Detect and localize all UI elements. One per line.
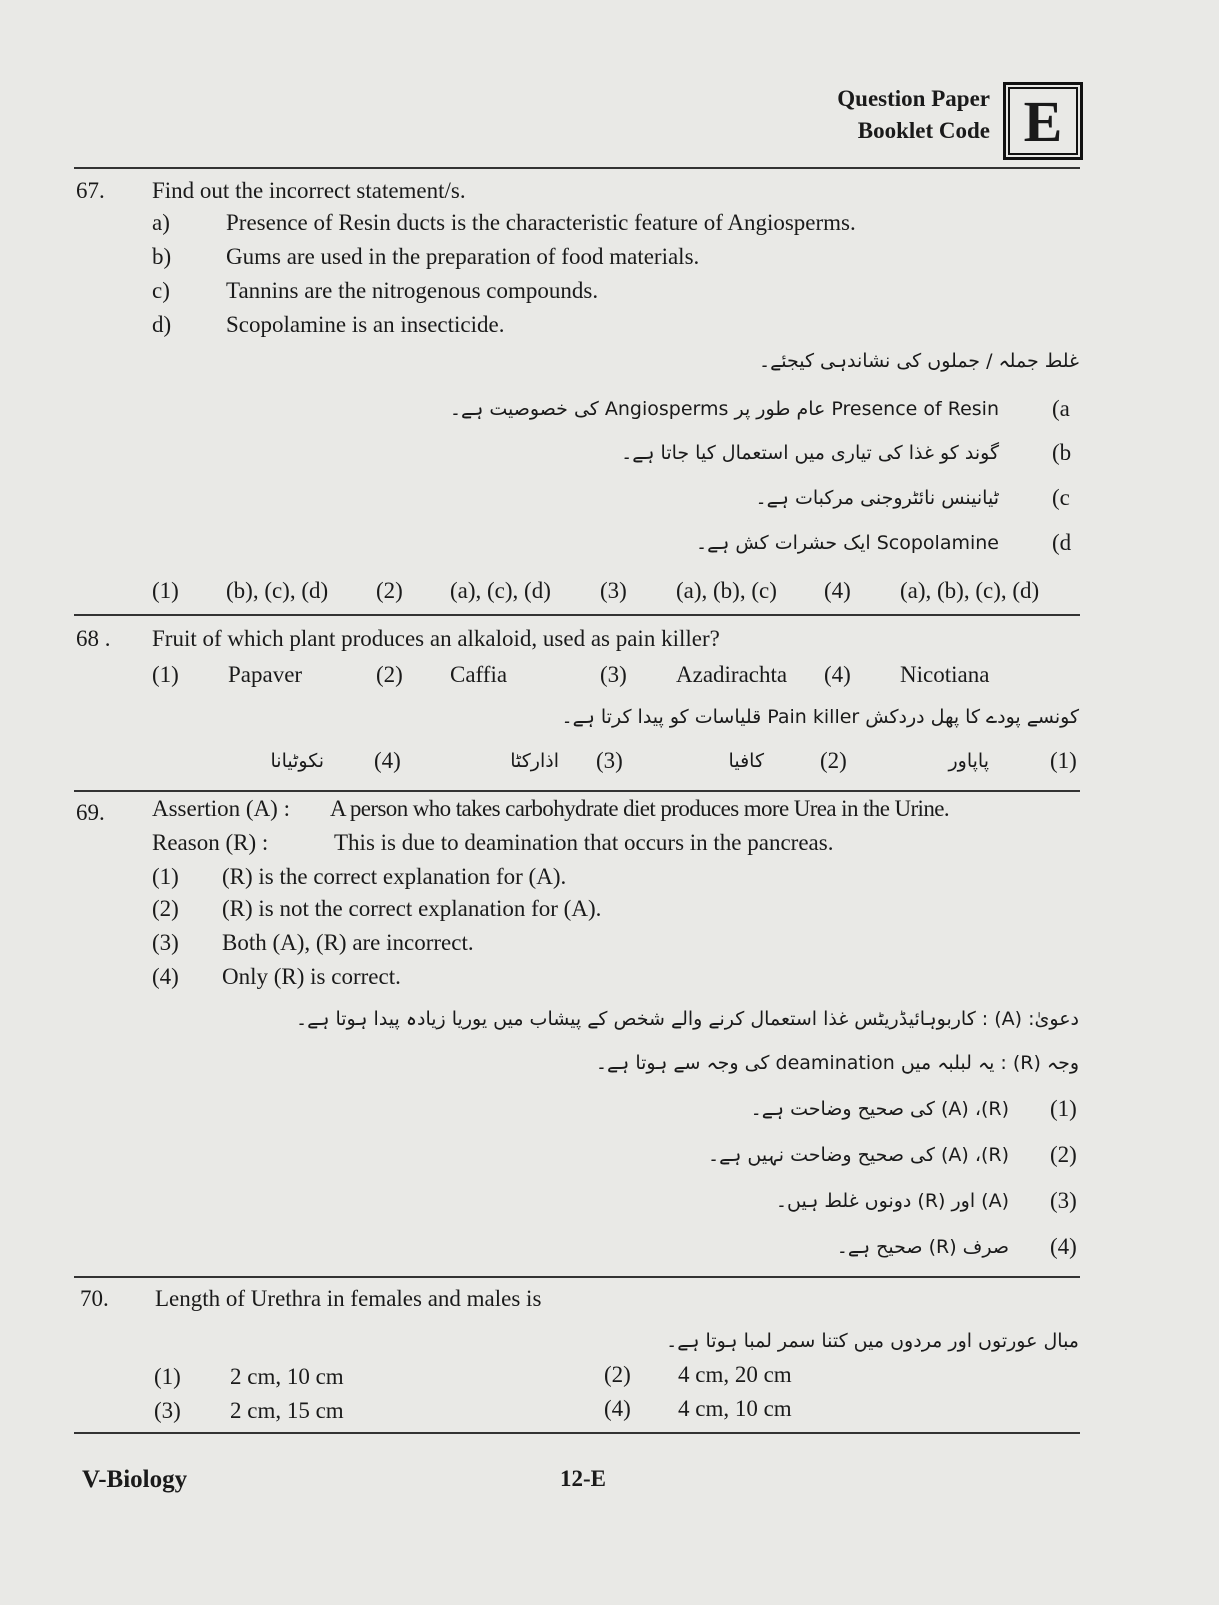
q67-item-c-text: Tannins are the nitrogenous compounds. bbox=[226, 278, 599, 303]
q67-urdu-item-a: Presence of Resin عام طور پر Angiosperms کی خصوصیت ہے۔ bbox=[449, 398, 999, 420]
booklet-code-box bbox=[1003, 82, 1083, 160]
q70-option-2-text: 4 cm, 20 cm bbox=[678, 1362, 792, 1387]
q67-item-d-text: Scopolamine is an insecticide. bbox=[226, 312, 505, 337]
q69-assertion-label: Assertion (A) : bbox=[152, 796, 290, 821]
q67-option-3-num: (3) bbox=[600, 578, 627, 603]
q69-option-3-num: (3) bbox=[152, 930, 179, 955]
q69-urdu-option-1: (R)، (A) کی صحیح وضاحت ہے۔ bbox=[750, 1098, 1009, 1120]
q70-option-4-num: (4) bbox=[604, 1396, 631, 1421]
q69-reason: This is due to deamination that occurs in the pancreas. bbox=[334, 830, 834, 855]
q67-option-1-num: (1) bbox=[152, 578, 179, 603]
q67-urdu-item-d: Scopolamine ایک حشرات کش ہے۔ bbox=[695, 532, 999, 554]
q67-option-1-text: (b), (c), (d) bbox=[226, 578, 329, 603]
q69-option-1-num: (1) bbox=[152, 864, 179, 889]
q70-rule bbox=[74, 1432, 1080, 1434]
q67-number: 67. bbox=[76, 178, 105, 203]
q68-option-4-num: (4) bbox=[824, 662, 851, 687]
q67-item-c-label: c) bbox=[152, 278, 170, 303]
q68-urdu-option-2-num: (2) bbox=[820, 748, 847, 773]
q68-option-3-num: (3) bbox=[600, 662, 627, 687]
q68-urdu-option-1: پاپاور bbox=[948, 750, 989, 772]
q69-reason-label: Reason (R) : bbox=[152, 830, 269, 855]
q68-urdu-option-1-num: (1) bbox=[1050, 748, 1077, 773]
q67-urdu-item-b: گوند کو غذا کی تیاری میں استعمال کیا جاتا ہے۔ bbox=[621, 442, 999, 464]
q68-number: 68 . bbox=[76, 626, 111, 651]
q69-option-2-num: (2) bbox=[152, 896, 179, 921]
q69-option-4-num: (4) bbox=[152, 964, 179, 989]
footer-subject: V-Biology bbox=[82, 1466, 188, 1493]
q67-urdu-item-c-label: (c bbox=[1052, 485, 1070, 510]
q67-text: Find out the incorrect statement/s. bbox=[152, 178, 466, 203]
q70-option-1-num: (1) bbox=[154, 1364, 181, 1389]
q69-urdu-option-1-num: (1) bbox=[1050, 1096, 1077, 1121]
q67-urdu-item-c: ٹیانینس نائٹروجنی مرکبات ہے۔ bbox=[755, 487, 999, 509]
booklet-code: E bbox=[1023, 88, 1063, 154]
q70-text: Length of Urethra in females and males is bbox=[155, 1286, 542, 1311]
q70-number: 70. bbox=[80, 1286, 109, 1311]
q67-option-4-num: (4) bbox=[824, 578, 851, 603]
q69-urdu-option-4: صرف (R) صحیح ہے۔ bbox=[836, 1236, 1009, 1258]
q68-option-4-text: Nicotiana bbox=[900, 662, 990, 687]
q69-urdu-option-3: (A) اور (R) دونوں غلط ہیں۔ bbox=[775, 1190, 1009, 1212]
q69-rule bbox=[74, 1276, 1080, 1278]
q67-item-b-label: b) bbox=[152, 244, 172, 269]
q70-option-3-text: 2 cm, 15 cm bbox=[230, 1398, 344, 1423]
q69-urdu-option-4-num: (4) bbox=[1050, 1234, 1077, 1259]
q68-option-2-text: Caffia bbox=[450, 662, 508, 687]
q68-text: Fruit of which plant produces an alkaloid, used as pain killer? bbox=[152, 626, 720, 651]
q68-option-2-num: (2) bbox=[376, 662, 403, 687]
q69-option-4-text: Only (R) is correct. bbox=[222, 964, 401, 989]
q70-option-1-text: 2 cm, 10 cm bbox=[230, 1364, 344, 1389]
q69-option-1-text: (R) is the correct explanation for (A). bbox=[222, 864, 567, 889]
q67-option-4-text: (a), (b), (c), (d) bbox=[900, 578, 1040, 603]
q67-urdu-item-b-label: (b bbox=[1052, 440, 1072, 465]
q67-option-2-num: (2) bbox=[376, 578, 403, 603]
q69-option-2-text: (R) is not the correct explanation for (A). bbox=[222, 896, 602, 921]
q69-urdu-option-2: (R)، (A) کی صحیح وضاحت نہیں ہے۔ bbox=[707, 1144, 1009, 1166]
header-line2: Booklet Code bbox=[857, 118, 990, 143]
header-line1: Question Paper bbox=[837, 86, 990, 111]
q69-urdu-reason: وجہ (R) : یہ لبلبہ میں deamination کی وجہ سے ہوتا ہے۔ bbox=[595, 1052, 1079, 1074]
q69-urdu-option-3-num: (3) bbox=[1050, 1188, 1077, 1213]
q67-item-b-text: Gums are used in the preparation of food materials. bbox=[226, 244, 700, 269]
q67-urdu-item-d-label: (d bbox=[1052, 530, 1072, 555]
q68-urdu-option-4: نکوٹیانا bbox=[270, 750, 324, 772]
q69-option-3-text: Both (A), (R) are incorrect. bbox=[222, 930, 474, 955]
q68-option-1-num: (1) bbox=[152, 662, 179, 687]
footer-page-number: 12-E bbox=[560, 1466, 606, 1491]
q68-urdu-option-4-num: (4) bbox=[374, 748, 401, 773]
q67-urdu-item-a-label: (a bbox=[1052, 396, 1070, 421]
q70-option-4-text: 4 cm, 10 cm bbox=[678, 1396, 792, 1421]
q67-item-a-text: Presence of Resin ducts is the characteristic feature of Angiosperms. bbox=[226, 210, 856, 235]
q68-urdu-option-2: کافیا bbox=[728, 750, 764, 772]
q68-option-3-text: Azadirachta bbox=[676, 662, 788, 687]
q68-urdu-text: کونسے پودے کا پھل دردکش Pain killer قلیاسات کو پیدا کرتا ہے۔ bbox=[561, 706, 1079, 728]
q67-option-2-text: (a), (c), (d) bbox=[450, 578, 551, 603]
q70-option-3-num: (3) bbox=[154, 1398, 181, 1423]
header-rule bbox=[74, 167, 1080, 169]
q69-urdu-option-2-num: (2) bbox=[1050, 1142, 1077, 1167]
q70-option-2-num: (2) bbox=[604, 1362, 631, 1387]
q67-rule bbox=[74, 614, 1080, 616]
q69-urdu-assertion: دعویٰ: (A) : کاربوہائیڈریٹس غذا استعمال کرنے والے شخص کے پیشاب میں یوریا زیادہ پیدا ہوتا ہے۔ bbox=[296, 1008, 1079, 1030]
q67-option-3-text: (a), (b), (c) bbox=[676, 578, 777, 603]
q68-urdu-option-3: اذارکٹا bbox=[510, 750, 559, 772]
q67-urdu-text: غلط جملہ / جملوں کی نشاندہی کیجئے۔ bbox=[758, 350, 1079, 372]
q67-item-a-label: a) bbox=[152, 210, 170, 235]
q68-rule bbox=[74, 790, 1080, 792]
q69-assertion: A person who takes carbohydrate diet produces more Urea in the Urine. bbox=[330, 796, 949, 821]
q70-urdu-text: مبال عورتوں اور مردوں میں کتنا سمر لمبا ہوتا ہے۔ bbox=[666, 1330, 1079, 1352]
q68-urdu-option-3-num: (3) bbox=[596, 748, 623, 773]
q67-item-d-label: d) bbox=[152, 312, 172, 337]
q68-option-1-text: Papaver bbox=[228, 662, 303, 687]
q69-number: 69. bbox=[76, 800, 105, 825]
